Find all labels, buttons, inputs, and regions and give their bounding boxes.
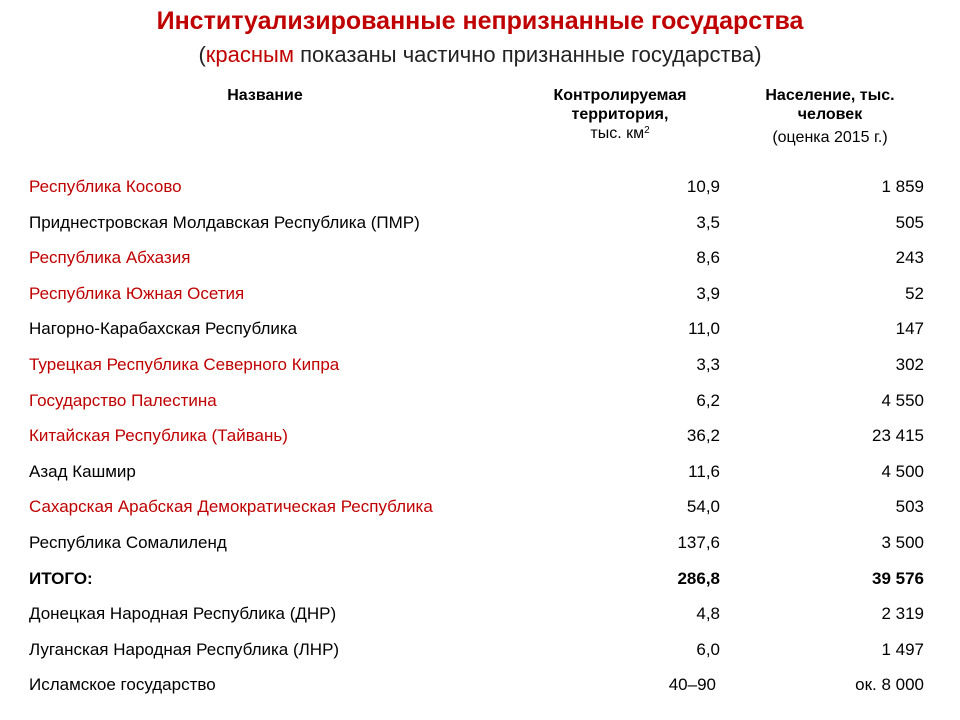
- page-subtitle: [0, 42, 960, 68]
- page-title: Институализированные непризнанные государства: [156, 7, 804, 35]
- table-row: [0, 666, 960, 702]
- state-population: 503: [895, 497, 924, 517]
- table-row: [0, 346, 960, 382]
- state-population: 302: [895, 354, 924, 374]
- state-name: Турецкая Республика Северного Кипра: [29, 354, 340, 374]
- state-name: Государство Палестина: [29, 390, 217, 410]
- state-name: Сахарская Арабская Демократическая Республика: [29, 497, 433, 517]
- header-area-line1: Контролируемая: [553, 87, 687, 104]
- header-pop-line2: человек: [797, 106, 863, 123]
- state-name: Исламское государство: [29, 675, 216, 695]
- state-area: 3,9: [696, 283, 720, 303]
- table-row: [0, 631, 960, 667]
- state-area: 4,8: [696, 604, 720, 624]
- state-name: Республика Сомалиленд: [29, 532, 227, 552]
- state-area: 137,6: [677, 532, 720, 552]
- state-population: 1 859: [881, 177, 924, 196]
- state-area: 3,5: [696, 212, 720, 232]
- state-area: 10,9: [686, 177, 720, 196]
- state-area: 11,6: [688, 461, 720, 481]
- table-row: [0, 595, 960, 631]
- state-population: 2 319: [881, 604, 924, 624]
- table-row: [0, 382, 960, 418]
- state-population: 3 500: [881, 532, 924, 552]
- state-name: Луганская Народная Республика (ЛНР): [29, 639, 340, 659]
- state-area: 40–90: [668, 675, 716, 695]
- state-name: ИТОГО:: [29, 568, 93, 588]
- state-area: 8,6: [696, 248, 720, 268]
- state-population: 52: [905, 283, 924, 303]
- state-population: 243: [895, 248, 924, 268]
- header-area-sup: 2: [644, 125, 650, 136]
- state-name: Донецкая Народная Республика (ДНР): [29, 604, 337, 624]
- state-population: 39 576: [872, 568, 924, 588]
- state-name: Республика Абхазия: [29, 248, 191, 268]
- state-name: Приднестровская Молдавская Республика (ПМР): [29, 212, 420, 232]
- header-area-line2: территория,: [571, 106, 669, 123]
- state-name: Нагорно-Карабахская Республика: [29, 319, 298, 339]
- subtitle-red-word: красным: [205, 42, 294, 67]
- state-area: 3,3: [696, 354, 720, 374]
- header-area: [525, 86, 715, 143]
- header-population: [735, 86, 925, 147]
- table-row: [0, 239, 960, 275]
- state-area: 6,0: [696, 639, 720, 659]
- state-area: 36,2: [686, 426, 720, 446]
- table-row: [0, 204, 960, 240]
- state-population: 147: [895, 319, 924, 339]
- header-name: Название: [227, 87, 303, 104]
- table-row: [0, 488, 960, 524]
- state-population: 1 497: [881, 639, 924, 659]
- table-row: [0, 524, 960, 560]
- header-area-line3: тыс. км: [590, 125, 645, 142]
- header-pop-line1: Население, тыс.: [765, 87, 895, 104]
- state-area: 54,0: [686, 497, 720, 517]
- state-population: ок. 8 000: [855, 675, 924, 695]
- table-row: [0, 310, 960, 346]
- subtitle-rest: показаны частично признанные государства): [293, 42, 762, 67]
- state-area: 11,0: [688, 319, 720, 339]
- state-name: Азад Кашмир: [29, 461, 136, 481]
- header-pop-line3: (оценка 2015 г.): [772, 129, 888, 146]
- state-population: 23 415: [872, 426, 924, 446]
- states-table: [0, 168, 960, 702]
- state-population: 4 550: [881, 390, 924, 410]
- table-row: [0, 275, 960, 311]
- state-name: Китайская Республика (Тайвань): [29, 426, 288, 446]
- subtitle-open: (: [198, 42, 206, 67]
- state-name: Республика Косово: [29, 177, 182, 196]
- state-name: Республика Южная Осетия: [29, 283, 245, 303]
- table-row: [0, 417, 960, 453]
- state-area: 6,2: [696, 390, 720, 410]
- table-row: [0, 453, 960, 489]
- state-area: 286,8: [677, 568, 720, 588]
- state-population: 4 500: [881, 461, 924, 481]
- total-row: [0, 560, 960, 596]
- table-row: [0, 168, 960, 204]
- state-population: 505: [895, 212, 924, 232]
